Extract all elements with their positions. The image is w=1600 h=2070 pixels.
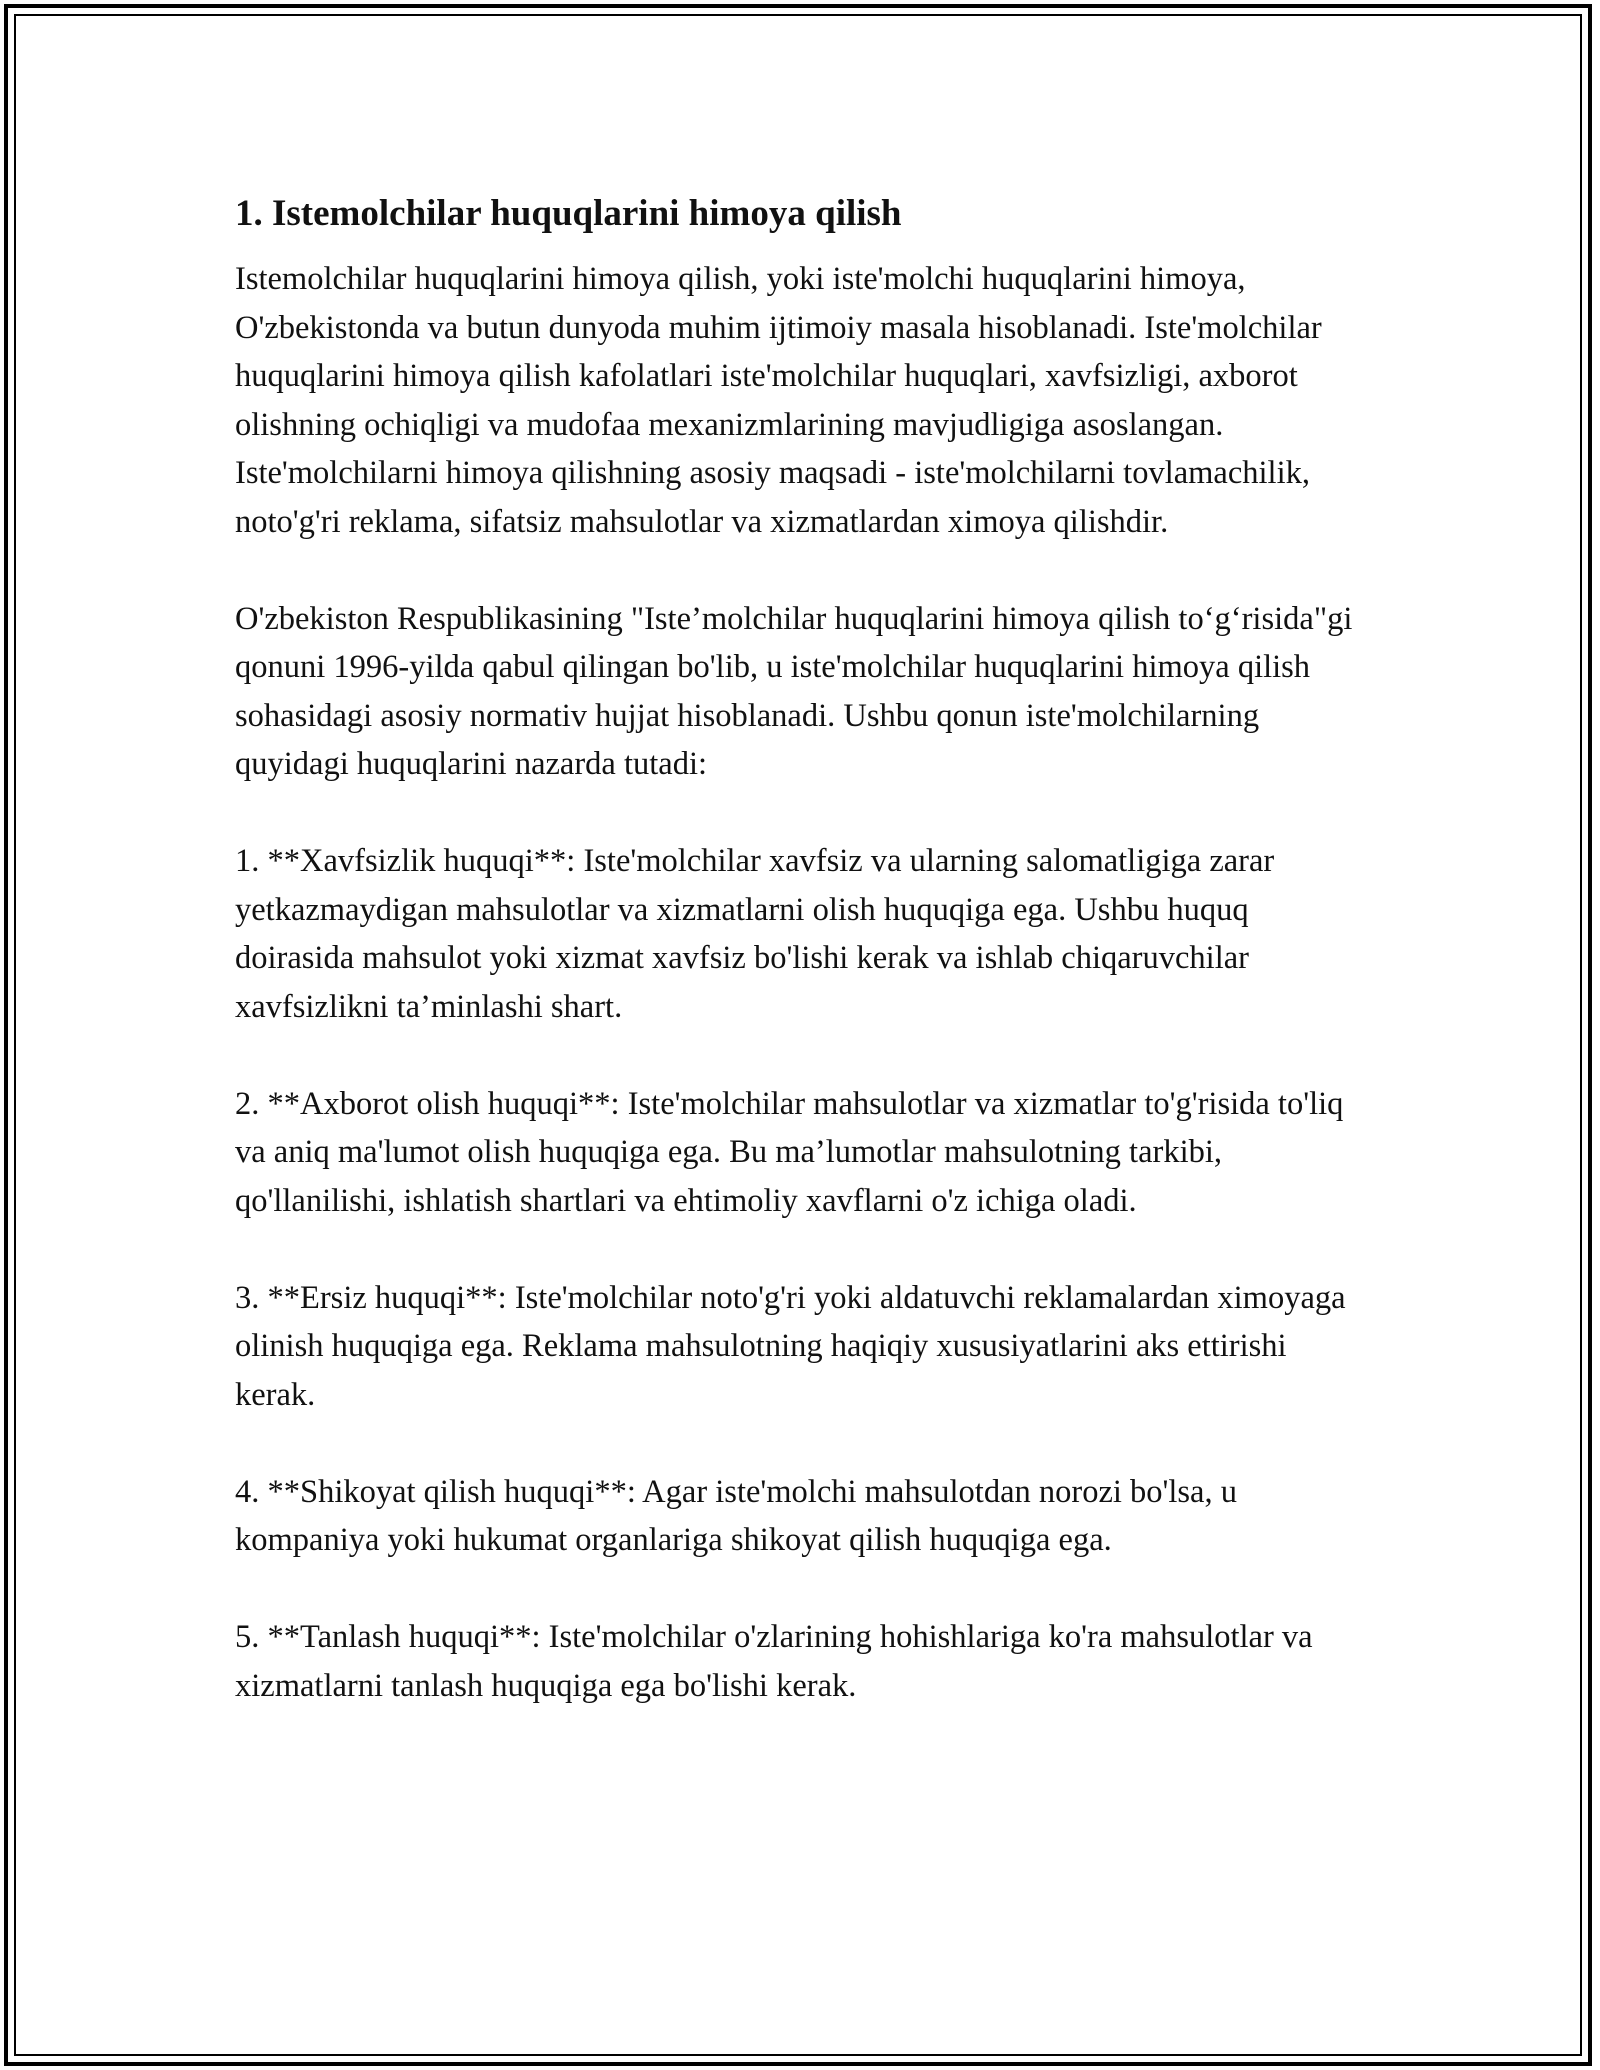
list-item-advertising-right: 3. **Ersiz huquqi**: Iste'molchilar noto'g'ri yoki aldatuvchi reklamalardan ximoyaga olinish huquqiga ega. Reklama mahsulotning haqiqiy xususiyatlarini aks ettirishi kerak. [235, 1279, 1346, 1413]
paragraph-law: O'zbekiston Respublikasining "Iste’molchilar huquqlarini himoya qilish to‘g‘risida"gi qonuni 1996-yilda qabul qilingan bo'lib, u iste'molchilar huquqlarini himoya qilish sohasidagi asosiy normativ hujjat hisoblanadi. Ushbu qonun iste'molchilarning quyidagi huquqlarini nazarda tutadi: [235, 600, 1353, 782]
document-body [235, 186, 1370, 1759]
list-item-information-right: 2. **Axborot olish huquqi**: Iste'molchilar mahsulotlar va xizmatlar to'g'risida to'liq va aniq ma'lumot olish huquqiga ega. Bu ma’lumotlar mahsulotning tarkibi, qo'llanilishi, ishlatish shartlari va ehtimoliy xavflarni o'z ichiga oladi. [235, 1085, 1344, 1219]
list-item-safety-right: 1. **Xavfsizlik huquqi**: Iste'molchilar xavfsiz va ularning salomatligiga zarar yetkazmaydigan mahsulotlar va xizmatlarni olish huquqiga ega. Ushbu huquq doirasida mahsulot yoki xizmat xavfsiz bo'lishi kerak va ishlab chiqaruvchilar xavfsizlikni ta’minlashi shart. [235, 843, 1275, 1025]
list-item-choice-right: 5. **Tanlash huquqi**: Iste'molchilar o'zlarining hohishlariga ko'ra mahsulotlar va xizmatlarni tanlash huquqiga ega bo'lishi kerak. [235, 1619, 1313, 1704]
list-item-complaint-right: 4. **Shikoyat qilish huquqi**: Agar iste'molchi mahsulotdan norozi bo'lsa, u kompaniya yoki hukumat organlariga shikoyat qilish huquqiga ega. [235, 1473, 1237, 1558]
paragraph-intro: Istemolchilar huquqlarini himoya qilish, yoki iste'molchi huquqlarini himoya, O'zbekistonda va butun dunyoda muhim ijtimoiy masala hisoblanadi. Iste'molchilar huquqlarini himoya qilish kafolatlari iste'molchilar huquqlari, xavfsizligi, axborot olishning ochiqligi va mudofaa mexanizmlarining mavjudligiga asoslangan. Iste'molchilarni himoya qilishning asosiy maqsadi - iste'molchilarni tovlamachilik, noto'g'ri reklama, sifatsiz mahsulotlar va xizmatlardan ximoya qilishdir. [235, 261, 1322, 540]
document-title: 1. Istemolchilar huquqlarini himoya qilish [235, 193, 902, 234]
